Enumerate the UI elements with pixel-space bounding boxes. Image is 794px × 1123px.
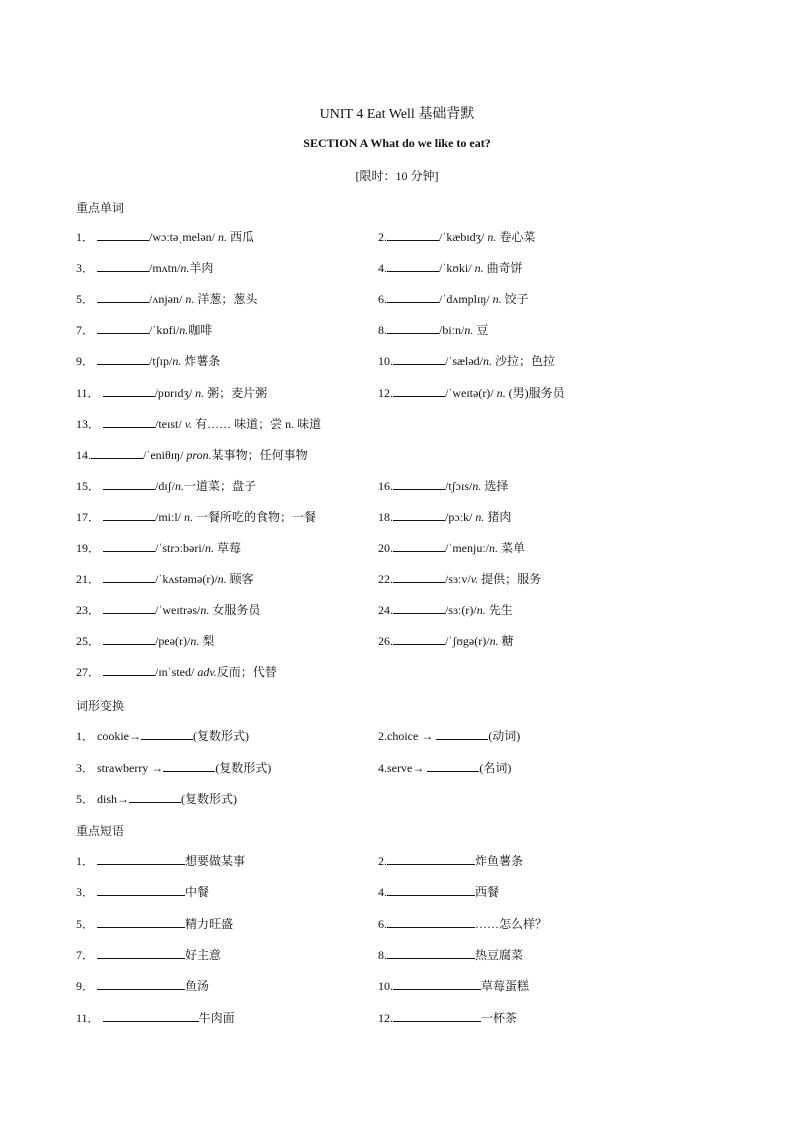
meaning: 糖 xyxy=(498,634,514,649)
meaning: 梨 xyxy=(199,634,215,649)
answer-blank[interactable] xyxy=(393,1010,481,1022)
vocab-item xyxy=(76,291,257,307)
answer-blank[interactable] xyxy=(436,728,488,740)
word-form-item xyxy=(76,728,249,744)
phonetic: /mʌtn/ xyxy=(149,261,181,276)
answer-blank[interactable] xyxy=(97,353,149,365)
phrase-item xyxy=(76,853,245,869)
answer-blank[interactable] xyxy=(103,571,155,583)
item-number: 14. xyxy=(76,447,91,462)
item-number: 10. xyxy=(378,354,393,369)
phonetic: /tʃɔɪs/ xyxy=(445,478,473,493)
phrase-meaning: 热豆腐菜 xyxy=(475,947,524,962)
item-number: 16. xyxy=(378,478,393,493)
meaning: 曲奇饼 xyxy=(483,261,523,276)
item-number: 3． xyxy=(76,261,95,276)
item-number: 6. xyxy=(378,916,387,931)
vocab-item xyxy=(378,229,535,245)
answer-blank[interactable] xyxy=(97,884,185,896)
item-number: 3． xyxy=(76,885,95,900)
word-form-prompt: 5． dish→ xyxy=(76,792,130,806)
answer-blank[interactable] xyxy=(387,916,475,928)
answer-blank[interactable] xyxy=(393,385,445,397)
answer-blank[interactable] xyxy=(103,664,155,676)
phrase-item xyxy=(378,884,499,900)
phrase-item xyxy=(378,978,529,994)
phonetic: /ˈweɪtrəs/ xyxy=(155,603,201,618)
word-form-type: (复数形式) xyxy=(215,761,272,775)
phonetic: /ˈmenjuː/ xyxy=(445,541,489,555)
vocab-item xyxy=(378,602,513,618)
part-of-speech: n. xyxy=(200,603,210,618)
vocab-item xyxy=(76,353,220,369)
meaning: 卷心菜 xyxy=(496,230,536,244)
item-number: 9． xyxy=(76,979,95,994)
meaning: 先生 xyxy=(485,603,513,618)
vocab-item xyxy=(76,633,214,649)
vocab-item xyxy=(76,664,277,680)
phonetic: /ˈʃʊgə(r)/ xyxy=(445,634,490,649)
answer-blank[interactable] xyxy=(387,260,439,272)
word-form-prompt: 4.serve→ xyxy=(378,761,428,775)
part-of-speech: n. xyxy=(172,354,182,369)
part-of-speech: v. xyxy=(470,572,479,587)
vocab-item xyxy=(378,322,488,338)
meaning: 选择 xyxy=(481,478,509,493)
meaning: 炸薯条 xyxy=(181,354,221,369)
meaning: (男)服务员 xyxy=(505,385,565,400)
part-of-speech: n. xyxy=(476,603,486,618)
item-number: 22. xyxy=(378,572,393,587)
answer-blank[interactable] xyxy=(97,322,149,334)
phonetic: /ˈkæbɪdʒ/ xyxy=(439,230,488,244)
word-form-item xyxy=(378,760,511,776)
phrase-item xyxy=(76,947,221,963)
phonetic: /biːn/ xyxy=(439,323,465,338)
vocab-item xyxy=(76,260,213,276)
phrase-meaning: 鱼汤 xyxy=(185,979,210,994)
item-number: 25． xyxy=(76,634,101,649)
item-number: 17． xyxy=(76,509,101,524)
part-of-speech: n. xyxy=(175,478,185,493)
answer-blank[interactable] xyxy=(141,728,193,740)
phrase-item xyxy=(76,916,233,932)
meaning: 一餐所吃的食物；一餐 xyxy=(193,509,317,524)
meaning: 洋葱；葱头 xyxy=(194,292,258,307)
vocab-item xyxy=(378,540,525,556)
vocab-item xyxy=(76,571,254,587)
phrase-item xyxy=(378,916,547,932)
answer-blank[interactable] xyxy=(103,509,155,521)
item-number: 5． xyxy=(76,916,95,931)
phonetic: /ˈsæləd/ xyxy=(445,354,483,369)
part-of-speech: n. xyxy=(179,323,189,338)
item-number: 12. xyxy=(378,385,393,400)
meaning: 反而；代替 xyxy=(216,665,277,680)
word-form-prompt: 2.choice → xyxy=(378,729,437,743)
word-form-item xyxy=(378,728,520,744)
part-of-speech: n. xyxy=(475,509,485,524)
meaning: 猪肉 xyxy=(484,509,512,524)
part-of-speech: n. xyxy=(489,541,498,555)
part-of-speech: n. xyxy=(217,572,227,587)
page-title: UNIT 4 Eat Well 基础背默 xyxy=(319,107,475,122)
item-number: 20. xyxy=(378,541,393,555)
meaning: 西瓜 xyxy=(227,230,255,244)
answer-blank[interactable] xyxy=(97,916,185,928)
phrase-meaning: 好主意 xyxy=(185,947,222,962)
item-number: 7． xyxy=(76,947,95,962)
answer-blank[interactable] xyxy=(387,322,439,334)
word-form-item xyxy=(76,791,237,807)
answer-blank[interactable] xyxy=(387,853,475,865)
phonetic: /dɪʃ/ xyxy=(155,478,176,493)
answer-blank[interactable] xyxy=(387,947,475,959)
vocab-item xyxy=(76,385,267,401)
part-of-speech: n. xyxy=(483,354,492,369)
answer-blank[interactable] xyxy=(387,884,475,896)
vocab-item xyxy=(378,353,555,369)
item-number: 19． xyxy=(76,541,101,555)
phonetic: /ˈdʌmplɪŋ/ xyxy=(439,292,493,307)
vocab-item xyxy=(378,260,523,276)
part-of-speech: n. xyxy=(205,541,214,555)
answer-blank[interactable] xyxy=(393,571,445,583)
phrase-meaning: 中餐 xyxy=(185,885,210,900)
part-of-speech: adv. xyxy=(197,665,217,680)
item-number: 12. xyxy=(378,1010,393,1025)
vocab-item xyxy=(378,633,514,649)
answer-blank[interactable] xyxy=(97,260,149,272)
phonetic: /ˈkʌstəmə(r)/ xyxy=(155,572,218,587)
vocab-item xyxy=(378,509,511,525)
item-number: 18. xyxy=(378,509,393,524)
meaning: 菜单 xyxy=(498,541,526,555)
answer-blank[interactable] xyxy=(97,291,149,303)
word-form-item xyxy=(76,760,271,776)
part-of-speech: n. xyxy=(185,292,195,307)
part-of-speech: v. xyxy=(184,416,193,431)
answer-blank[interactable] xyxy=(97,853,185,865)
word-form-type: (复数形式) xyxy=(181,792,238,806)
phrase-meaning: 炸鱼薯条 xyxy=(475,854,524,868)
item-number: 2. xyxy=(378,230,387,244)
item-number: 5． xyxy=(76,292,95,307)
phonetic: /ɪnˈsted/ xyxy=(155,665,198,680)
vocab-item xyxy=(378,291,529,307)
vocab-heading: 重点单词 xyxy=(76,201,125,215)
item-number: 4. xyxy=(378,885,387,900)
vocab-item xyxy=(378,478,508,494)
answer-blank[interactable] xyxy=(393,978,481,990)
item-number: 11． xyxy=(76,1010,100,1025)
answer-blank[interactable] xyxy=(393,478,445,490)
part-of-speech: pron. xyxy=(186,447,212,462)
part-of-speech: n. xyxy=(195,385,205,400)
item-number: 13． xyxy=(76,416,101,431)
meaning: 咖啡 xyxy=(188,323,213,338)
item-number: 24. xyxy=(378,603,393,618)
phrase-item xyxy=(76,978,209,994)
word-forms-heading: 词形变换 xyxy=(76,699,125,713)
item-number: 27． xyxy=(76,665,101,680)
meaning: 一道菜；盘子 xyxy=(184,478,257,493)
answer-blank[interactable] xyxy=(103,1010,199,1022)
part-of-speech: n. xyxy=(492,292,502,307)
phrase-item xyxy=(378,853,523,869)
part-of-speech: n. xyxy=(180,261,190,276)
phonetic: /wɔːtəˌmelən/ xyxy=(149,230,218,244)
meaning: 沙拉；色拉 xyxy=(492,354,556,369)
item-number: 23． xyxy=(76,603,101,618)
phrase-meaning: 牛肉面 xyxy=(198,1010,235,1025)
word-form-prompt: 1． cookie→ xyxy=(76,729,141,743)
item-number: 21． xyxy=(76,572,101,587)
phonetic: /sɜː(r)/ xyxy=(445,603,477,618)
answer-blank[interactable] xyxy=(129,791,181,803)
item-number: 4. xyxy=(378,261,387,276)
answer-blank[interactable] xyxy=(393,509,445,521)
item-number: 1． xyxy=(76,230,95,244)
vocab-item xyxy=(378,385,565,401)
part-of-speech: n. xyxy=(474,261,484,276)
meaning: 提供；服务 xyxy=(478,572,542,587)
meaning: 有…… 味道；尝 n. 味道 xyxy=(192,416,322,431)
vocab-item xyxy=(76,478,256,494)
part-of-speech: n. xyxy=(184,509,194,524)
phonetic: /ˈkɒfi/ xyxy=(149,323,180,338)
phonetic: /pɔːk/ xyxy=(445,509,476,524)
phonetic: /ˈweɪtə(r)/ xyxy=(445,385,497,400)
part-of-speech: n. xyxy=(464,323,474,338)
meaning: 顾客 xyxy=(226,572,254,587)
phrase-meaning: 草莓蛋糕 xyxy=(481,979,530,994)
phrase-item xyxy=(76,1010,235,1026)
answer-blank[interactable] xyxy=(393,353,445,365)
item-number: 15． xyxy=(76,478,101,493)
phrase-meaning: 西餐 xyxy=(475,885,500,900)
phrase-meaning: ……怎么样？ xyxy=(475,916,548,931)
item-number: 8. xyxy=(378,947,387,962)
answer-blank[interactable] xyxy=(91,447,143,459)
answer-blank[interactable] xyxy=(393,633,445,645)
phrases-heading: 重点短语 xyxy=(76,824,125,838)
answer-blank[interactable] xyxy=(103,478,155,490)
phrase-meaning: 一杯茶 xyxy=(481,1010,518,1025)
item-number: 9． xyxy=(76,354,95,369)
item-number: 26. xyxy=(378,634,393,649)
phonetic: /ˈstrɔːbəri/ xyxy=(155,541,205,555)
answer-blank[interactable] xyxy=(103,385,155,397)
item-number: 6. xyxy=(378,292,387,307)
vocab-item xyxy=(76,540,241,556)
answer-blank[interactable] xyxy=(103,602,155,614)
phonetic: /tʃɪp/ xyxy=(149,354,173,369)
phrase-item xyxy=(378,947,523,963)
vocab-item xyxy=(378,571,541,587)
vocab-item xyxy=(76,509,316,525)
part-of-speech: n. xyxy=(218,230,227,244)
answer-blank[interactable] xyxy=(387,291,439,303)
word-form-type: (动词) xyxy=(488,729,521,743)
answer-blank[interactable] xyxy=(393,602,445,614)
phonetic: /peə(r)/ xyxy=(155,634,191,649)
answer-blank[interactable] xyxy=(427,760,479,772)
phonetic: /ˈkʊki/ xyxy=(439,261,475,276)
vocab-item xyxy=(76,602,260,618)
part-of-speech: n. xyxy=(472,478,482,493)
item-number: 10. xyxy=(378,979,393,994)
item-number: 2. xyxy=(378,854,387,868)
word-form-type: (名词) xyxy=(479,761,512,775)
item-number: 1． xyxy=(76,854,95,868)
answer-blank[interactable] xyxy=(103,540,155,552)
meaning: 女服务员 xyxy=(209,603,261,618)
answer-blank[interactable] xyxy=(103,416,155,428)
answer-blank[interactable] xyxy=(387,229,439,241)
word-form-prompt: 3． strawberry → xyxy=(76,761,164,775)
meaning: 粥；麦片粥 xyxy=(204,385,268,400)
vocab-item xyxy=(76,416,321,432)
meaning: 羊肉 xyxy=(189,261,214,276)
word-form-type: (复数形式) xyxy=(193,729,249,743)
meaning: 某事物；任何事物 xyxy=(211,447,308,462)
vocab-item xyxy=(76,322,212,338)
answer-blank[interactable] xyxy=(97,978,185,990)
time-limit: [限时：10 分钟] xyxy=(355,169,439,183)
phonetic: /sɜːv/ xyxy=(445,572,471,587)
vocab-item xyxy=(76,447,308,463)
phonetic: /ʌnjən/ xyxy=(149,292,186,307)
answer-blank[interactable] xyxy=(97,229,149,241)
phrase-meaning: 想要做某事 xyxy=(185,854,246,868)
part-of-speech: n. xyxy=(487,230,497,244)
phrase-item xyxy=(76,884,209,900)
meaning: 饺子 xyxy=(501,292,529,307)
phonetic: /teɪst/ xyxy=(155,416,185,431)
part-of-speech: n. xyxy=(496,385,506,400)
answer-blank[interactable] xyxy=(103,633,155,645)
part-of-speech: n. xyxy=(190,634,200,649)
meaning: 豆 xyxy=(473,323,489,338)
item-number: 7． xyxy=(76,323,95,338)
answer-blank[interactable] xyxy=(393,540,445,552)
vocab-item xyxy=(76,229,254,245)
item-number: 8. xyxy=(378,323,387,338)
phonetic: /pɒrɪdʒ/ xyxy=(154,385,196,400)
answer-blank[interactable] xyxy=(163,760,215,772)
phonetic: /ˈeniθɪŋ/ xyxy=(143,447,187,462)
meaning: 草莓 xyxy=(214,541,242,555)
section-subtitle: SECTION A What do we like to eat? xyxy=(303,136,491,150)
item-number: 11． xyxy=(76,385,100,400)
answer-blank[interactable] xyxy=(97,947,185,959)
phrase-item xyxy=(378,1010,517,1026)
phrase-meaning: 精力旺盛 xyxy=(185,916,234,931)
part-of-speech: n. xyxy=(489,634,499,649)
phonetic: /miːl/ xyxy=(155,509,185,524)
